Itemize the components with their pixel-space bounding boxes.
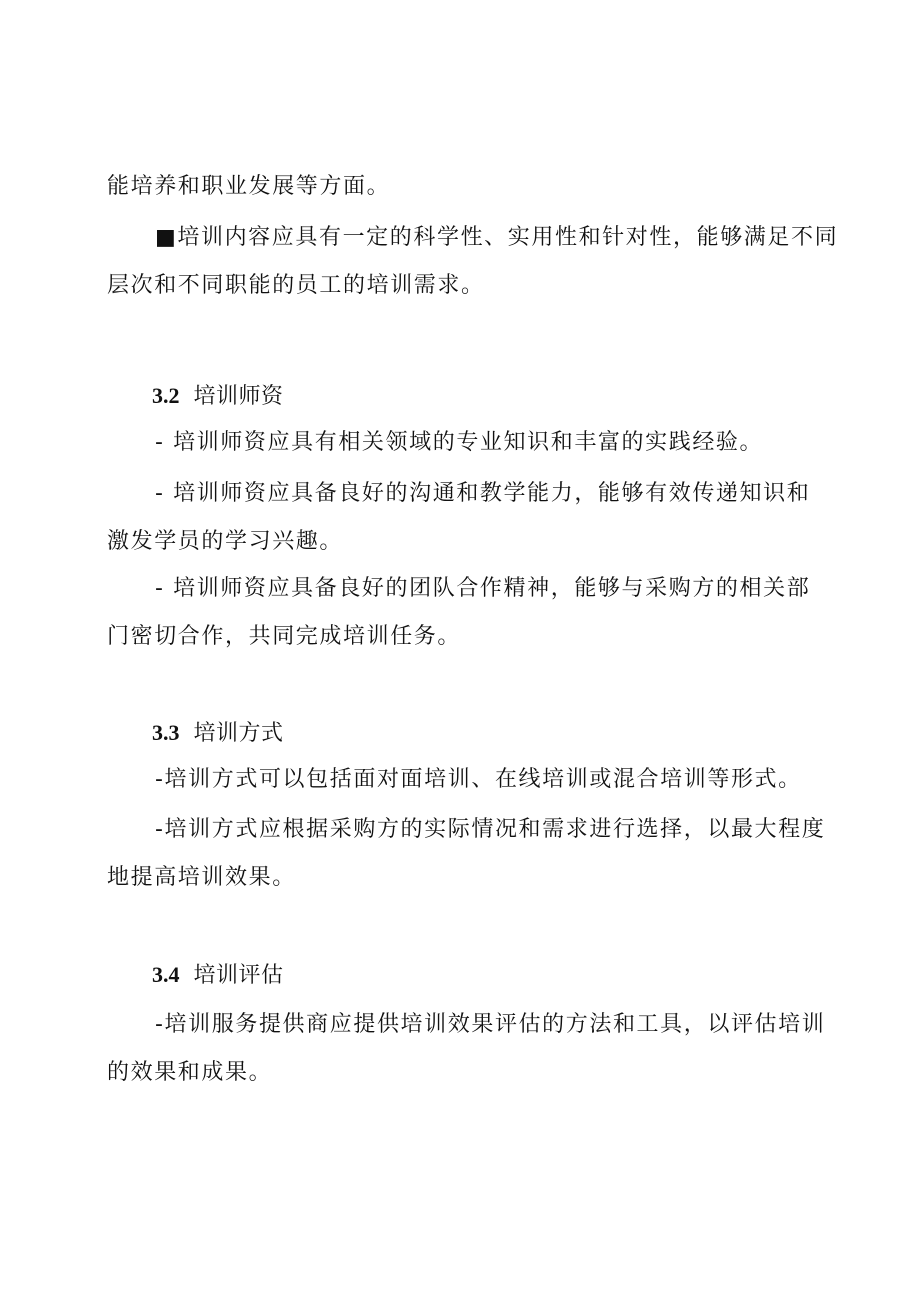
paragraph-line: 门密切合作，共同完成培训任务。 (107, 624, 462, 649)
section-heading (152, 381, 284, 412)
paragraph-line: - 培训师资应具备良好的团队合作精神，能够与采购方的相关部 (155, 576, 811, 601)
paragraph-line: 的效果和成果。 (107, 1060, 273, 1085)
section-heading (152, 718, 284, 749)
section-number: 3.2 (152, 383, 180, 408)
paragraph-line: -培训方式可以包括面对面培训、在线培训或混合培训等形式。 (155, 767, 802, 792)
section-title: 培训师资 (193, 384, 284, 409)
paragraph-line: -培训方式应根据采购方的实际情况和需求进行选择，以最大程度 (155, 817, 826, 842)
intro-line: 能培养和职业发展等方面。 (107, 174, 391, 199)
section-heading (152, 960, 284, 991)
section-title: 培训方式 (193, 721, 284, 746)
section-number: 3.4 (152, 962, 180, 987)
section-number: 3.3 (152, 720, 180, 745)
paragraph-line: 激发学员的学习兴趣。 (107, 529, 344, 554)
paragraph-line: 地提高培训效果。 (107, 865, 296, 890)
section-title: 培训评估 (193, 963, 284, 988)
bullet-paragraph-line: ■培训内容应具有一定的科学性、实用性和针对性，能够满足不同 (155, 225, 839, 250)
paragraph-line: -培训服务提供商应提供培训效果评估的方法和工具，以评估培训 (155, 1012, 826, 1037)
paragraph-line: - 培训师资应具有相关领域的专业知识和丰富的实践经验。 (155, 430, 764, 455)
paragraph-line: - 培训师资应具备良好的沟通和教学能力，能够有效传递知识和 (155, 481, 811, 506)
bullet-paragraph-line: 层次和不同职能的员工的培训需求。 (107, 273, 485, 298)
